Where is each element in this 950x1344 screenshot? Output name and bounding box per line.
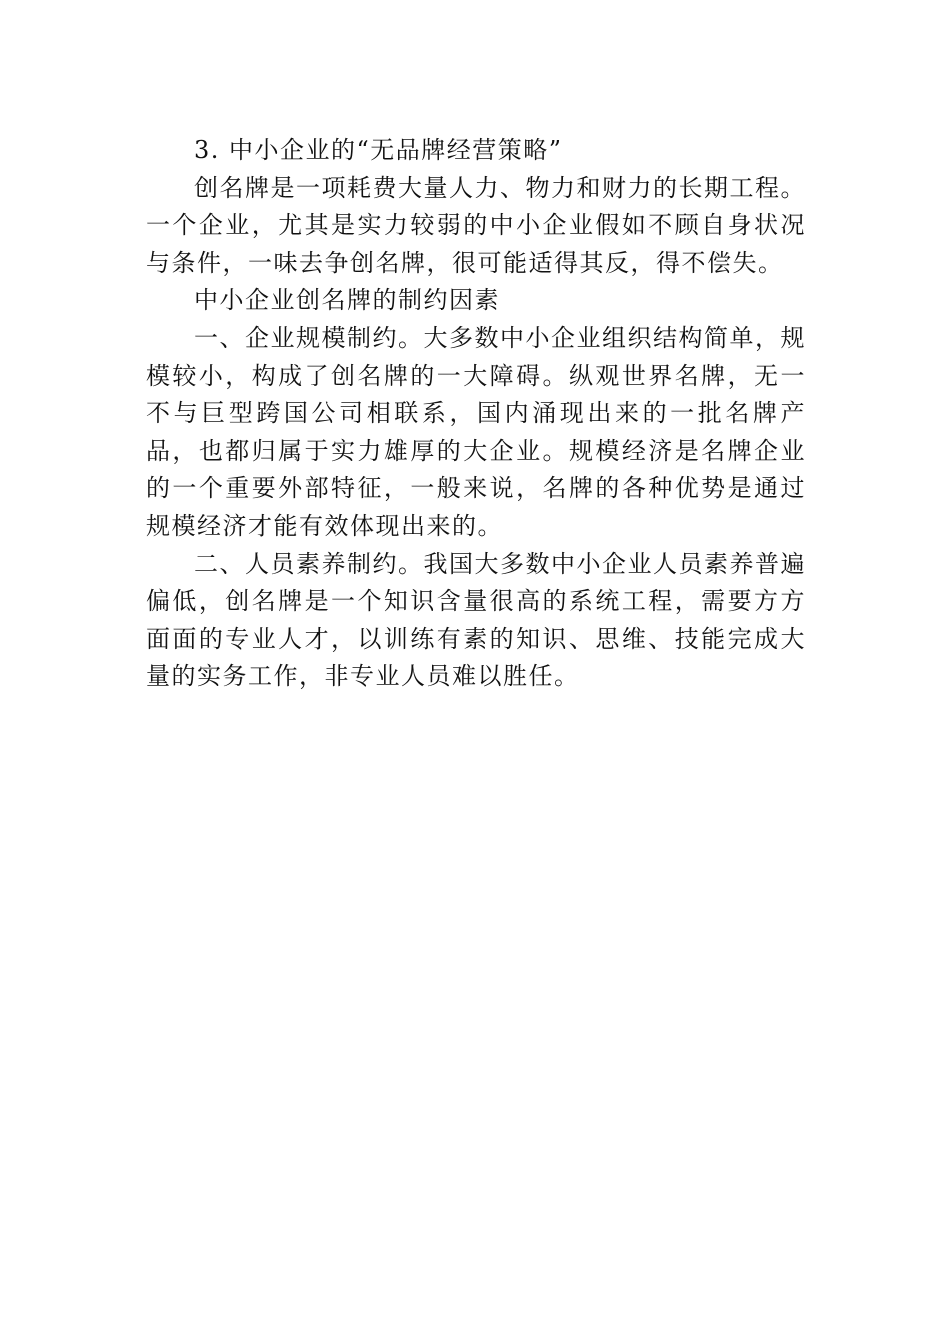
paragraph-staff-constraint: 二、人员素养制约。我国大多数中小企业人员素养普遍偏低，创名牌是一个知识含量很高的系统工程，需要方方面面的专业人才，以训练有素的知识、思维、技能完成大量的实务工作，非专业人员难以胜任。 <box>146 549 806 691</box>
paragraph-subheading: 中小企业创名牌的制约因素 <box>194 286 500 315</box>
paragraph-scale-constraint: 一、企业规模制约。大多数中小企业组织结构简单，规模较小，构成了创名牌的一大障碍。纵观世界名牌，无一不与巨型跨国公司相联系，国内涌现出来的一批名牌产品，也都归属于实力雄厚的大企业。规模经济是名牌企业的一个重要外部特征，一般来说，名牌的各种优势是通过规模经济才能有效体现出来的。 <box>146 323 806 540</box>
section-heading: 3. 中小企业的“无品牌经营策略” <box>194 136 563 164</box>
paragraph-intro: 创名牌是一项耗费大量人力、物力和财力的长期工程。一个企业，尤其是实力较弱的中小企业假如不顾自身状况与条件，一味去争创名牌，很可能适得其反，得不偿失。 <box>146 173 806 277</box>
document-body <box>146 132 806 696</box>
